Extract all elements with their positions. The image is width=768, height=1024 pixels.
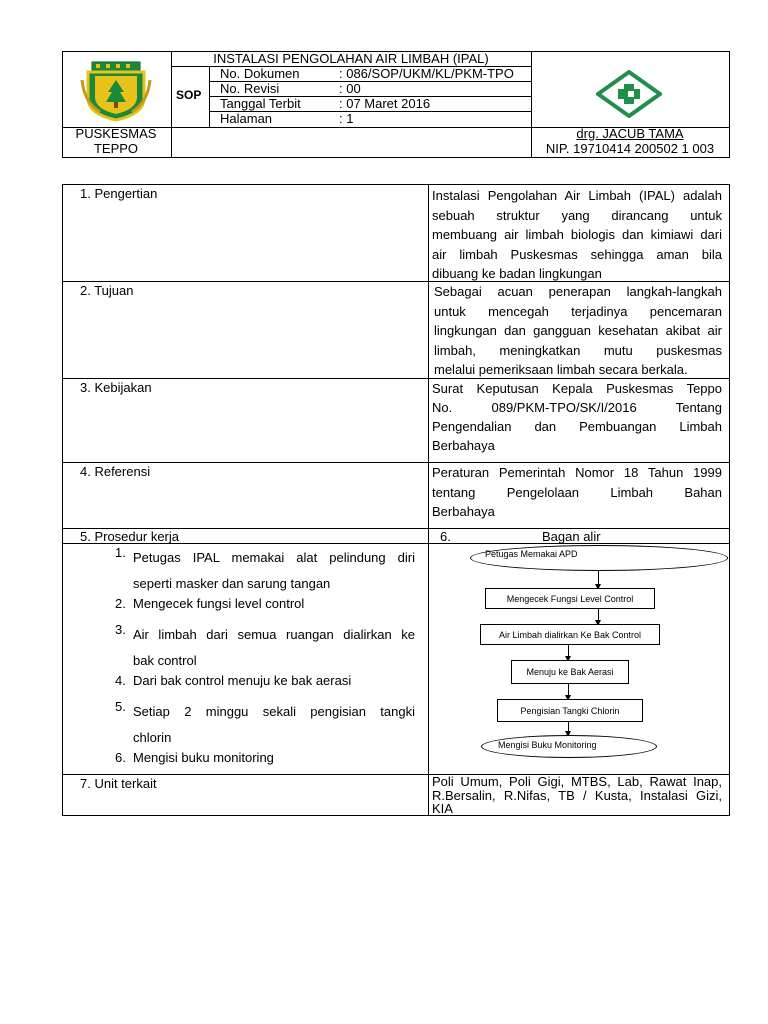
pengertian-text — [432, 186, 722, 284]
tanggal-terbit-label: Tanggal Terbit — [220, 96, 301, 111]
tujuan-label: 2. Tujuan — [80, 283, 134, 298]
regency-emblem-icon — [78, 60, 154, 122]
no-dokumen-value: : 086/SOP/UKM/KL/PKM-TPO — [339, 66, 514, 81]
text-line: tentang Pengelolaan Limbah Bahan — [432, 484, 722, 500]
procedure-step: Mengisi buku monitoring — [133, 750, 274, 765]
step-number: 4. — [115, 673, 126, 688]
text-line: bak control — [133, 652, 197, 668]
bagan-alir-label: Bagan alir — [542, 529, 601, 544]
text-line: dibuang ke badan lingkungan — [432, 266, 602, 281]
health-cross-logo-icon — [596, 70, 662, 118]
flow-start-ellipse: Petugas Memakai APD — [470, 545, 728, 571]
signer-name: drg. JACUB TAMA — [576, 126, 684, 141]
text-line: Peraturan Pemerintah Nomor 18 Tahun 1999 — [432, 465, 722, 480]
flow-end-ellipse: Mengisi Buku Monitoring — [481, 735, 657, 758]
flow-arrow — [568, 722, 569, 736]
body-column-divider — [428, 185, 429, 815]
halaman-label: Halaman — [220, 111, 273, 126]
flow-arrow — [598, 571, 599, 589]
step-number: 6. — [115, 750, 126, 765]
text-line: Berbahaya — [432, 438, 495, 453]
org-location: TEPPO — [93, 141, 139, 156]
no-revisi-value: : 00 — [339, 81, 361, 96]
tujuan-text — [434, 282, 722, 380]
halaman-value: : 1 — [339, 111, 354, 126]
flow-step-box: Pengisian Tangki Chlorin — [497, 699, 643, 722]
pengertian-label: 1. Pengertian — [80, 186, 158, 201]
flow-arrow — [598, 609, 599, 625]
step-number: 5. — [115, 699, 126, 714]
procedure-step — [133, 699, 415, 750]
flow-step-box: Air Limbah dialirkan Ke Bak Control — [480, 624, 660, 645]
text-line: Petugas IPAL memakai alat pelindung diri — [133, 550, 415, 565]
procedure-step: Dari bak control menuju ke bak aerasi — [133, 673, 352, 688]
no-dokumen-label: No. Dokumen — [220, 66, 300, 81]
step-number: 2. — [115, 596, 126, 611]
header-sop-divider — [209, 66, 210, 128]
procedure-step: Mengecek fungsi level control — [133, 596, 305, 611]
text-line: R.Bersalin, R.Nifas, TB / Kusta, Instalasi Gizi, — [432, 787, 722, 803]
sop-label: SOP — [176, 88, 202, 102]
org-name: PUSKESMAS — [75, 126, 157, 141]
text-line: air limbah Puskesmas sehingga aman bila — [432, 246, 722, 262]
text-line: KIA — [432, 801, 453, 816]
text-line: chlorin — [133, 729, 172, 745]
text-line: Berbahaya — [432, 504, 495, 519]
text-line: untuk mencegah terjadinya pencemaran — [434, 303, 722, 319]
text-line: melalui pemeriksaan limbah secara berkala. — [434, 362, 688, 377]
kebijakan-text — [432, 379, 722, 455]
text-line: Instalasi Pengolahan Air Limbah (IPAL) adalah — [432, 188, 722, 203]
text-line: Surat Keputusan Kepala Puskesmas Teppo — [432, 381, 722, 396]
text-line: limbah, meningkatkan mutu puskesmas — [434, 342, 722, 358]
text-line: lingkungan dan gangguan kesehatan akibat air — [434, 323, 722, 338]
flow-arrow — [568, 645, 569, 661]
text-line: Sebagai acuan penerapan langkah-langkah — [434, 284, 722, 299]
unit-terkait-label: 7. Unit terkait — [80, 776, 157, 791]
text-line: Setiap 2 minggu sekali pengisian tangki — [133, 704, 415, 719]
step-number: 1. — [115, 545, 126, 560]
flow-step-box: Mengecek Fungsi Level Control — [485, 588, 655, 609]
unit-terkait-text — [432, 775, 722, 816]
text-line: Pengendalian dan Pembuangan Limbah — [432, 419, 722, 434]
prosedur-label: 5. Prosedur kerja — [80, 529, 179, 544]
tanggal-terbit-value: : 07 Maret 2016 — [339, 96, 431, 111]
text-line: seperti masker dan sarung tangan — [133, 575, 331, 591]
procedure-step — [133, 622, 415, 673]
bagan-number: 6. — [440, 529, 451, 544]
procedure-step — [133, 545, 415, 596]
flow-step-box: Menuju ke Bak Aerasi — [511, 660, 629, 684]
signer-nip: NIP. 19710414 200502 1 003 — [545, 141, 715, 156]
text-line: sebuah struktur yang dirancang untuk — [432, 207, 722, 223]
text-line: Poli Umum, Poli Gigi, MTBS, Lab, Rawat Inap, — [432, 774, 722, 789]
text-line: Air limbah dari semua ruangan dialirkan ke — [133, 627, 415, 642]
step-number: 3. — [115, 622, 126, 637]
referensi-text — [432, 463, 722, 522]
document-title: INSTALASI PENGOLAHAN AIR LIMBAH (IPAL) — [213, 51, 489, 66]
flow-arrow — [568, 684, 569, 700]
text-line: membuang air limbah biologis dan kimiawi dari — [432, 227, 722, 242]
text-line: No. 089/PKM-TPO/SK/I/2016 Tentang — [432, 400, 722, 415]
referensi-label: 4. Referensi — [80, 464, 151, 479]
no-revisi-label: No. Revisi — [220, 81, 280, 96]
kebijakan-label: 3. Kebijakan — [80, 380, 152, 395]
header-divider-left — [171, 52, 172, 157]
